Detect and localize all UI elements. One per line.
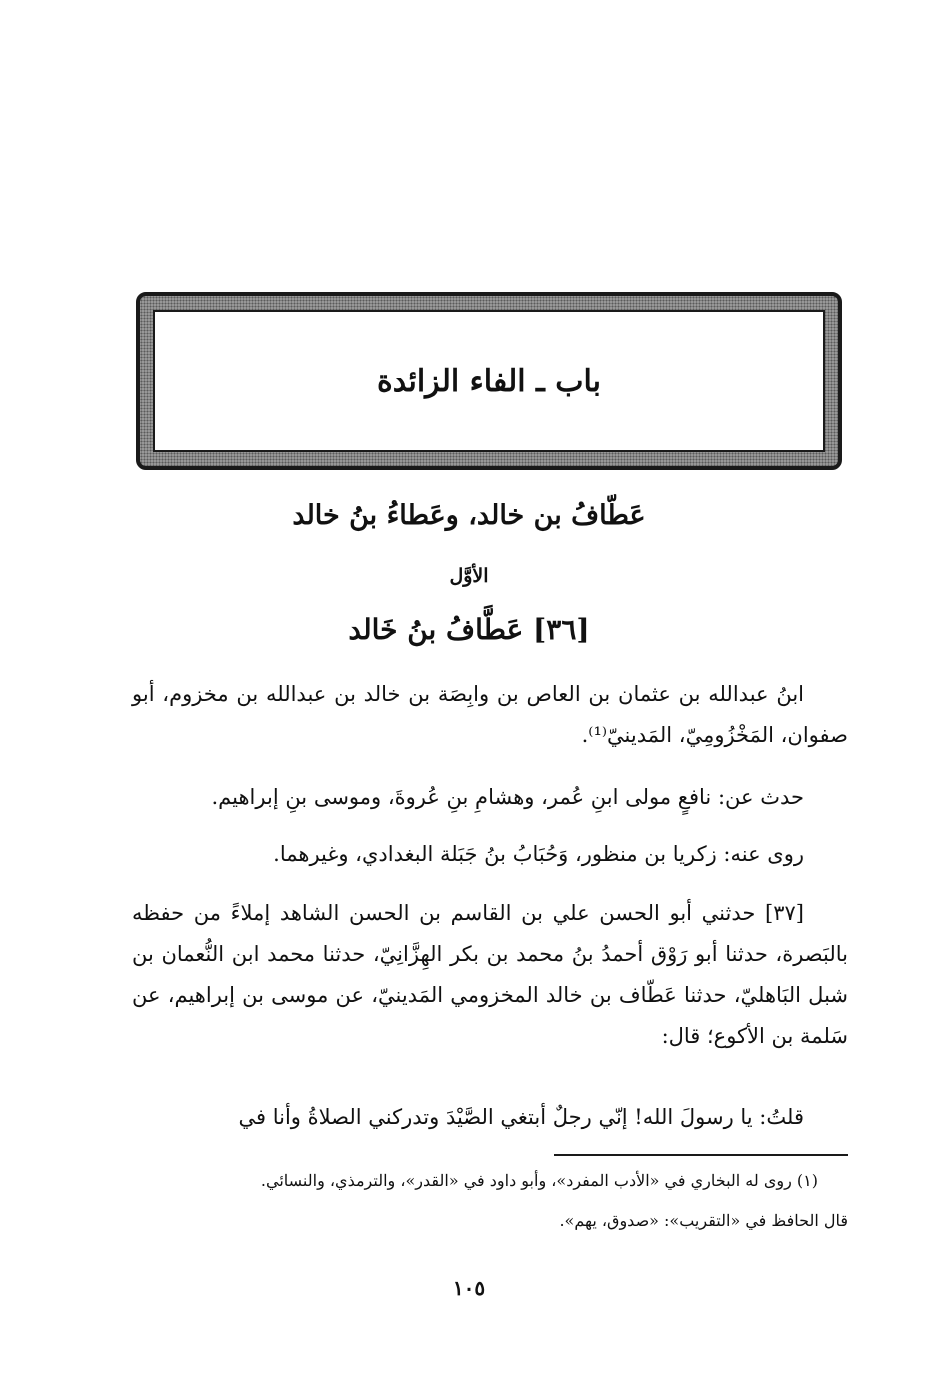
page-number: ١٠٥ xyxy=(452,1276,486,1300)
narrated-from-paragraph: حدث عن: نافعٍ مولى ابنِ عُمر، وهشامِ بنِ عُروةَ، وموسى بنِ إبراهيم. xyxy=(211,785,804,809)
footnote-1-continuation: قال الحافظ في «التقريب»: «صدوق، يهم». xyxy=(559,1211,848,1230)
lineage-paragraph: ابنُ عبدالله بن عثمان بن العاص بن وابِصَة بن خالد بن عبدالله بن مخزوم، أبو صفوان، المَخْزُومِيّ، المَدينيّ⁽¹⁾. xyxy=(132,682,848,747)
entry-title: [٣٦] عَطَّافُ بنُ خَالد xyxy=(348,613,590,646)
hadith-quote-line: قلتُ: يا رسولَ الله! إنّي رجلٌ أبتغي الصَّيْدَ وتدركني الصلاةُ وأنا في xyxy=(238,1105,804,1129)
section-label: الأوَّل xyxy=(449,565,489,587)
footnote-divider xyxy=(554,1154,848,1156)
footnote-1: (١) روى له البخاري في «الأدب المفرد»، وأبو داود في «القدر»، والترمذي، والنسائي. xyxy=(260,1171,818,1190)
pair-title: عَطّافُ بن خالد، وعَطاءُ بنُ خالد xyxy=(292,500,646,531)
chapter-heading-panel xyxy=(153,310,825,452)
narrated-by-paragraph: روى عنه: زكريا بن منظور، وَحُبَابُ بنُ جَبَلة البغدادي، وغيرهما. xyxy=(273,842,804,866)
chapter-heading-frame xyxy=(136,292,842,470)
hadith-paragraph: [٣٧] حدثني أبو الحسن علي بن القاسم بن الحسن الشاهد إملاءً من حفظه بالبَصرة، حدثنا أبو رَوْق أحمدُ بنُ محمد بن بكر الهِزَّانِيّ، حدثنا محمد ابن النُّعمان بن شبل البَاهليّ، حدثنا عَطّاف بن خالد المخزومي المَدينيّ، عن موسى بن إبراهيم، عن سَلمة بن الأكوع؛ قال: xyxy=(132,901,848,1048)
chapter-title: باب ـ الفاء الزائدة xyxy=(377,363,601,399)
